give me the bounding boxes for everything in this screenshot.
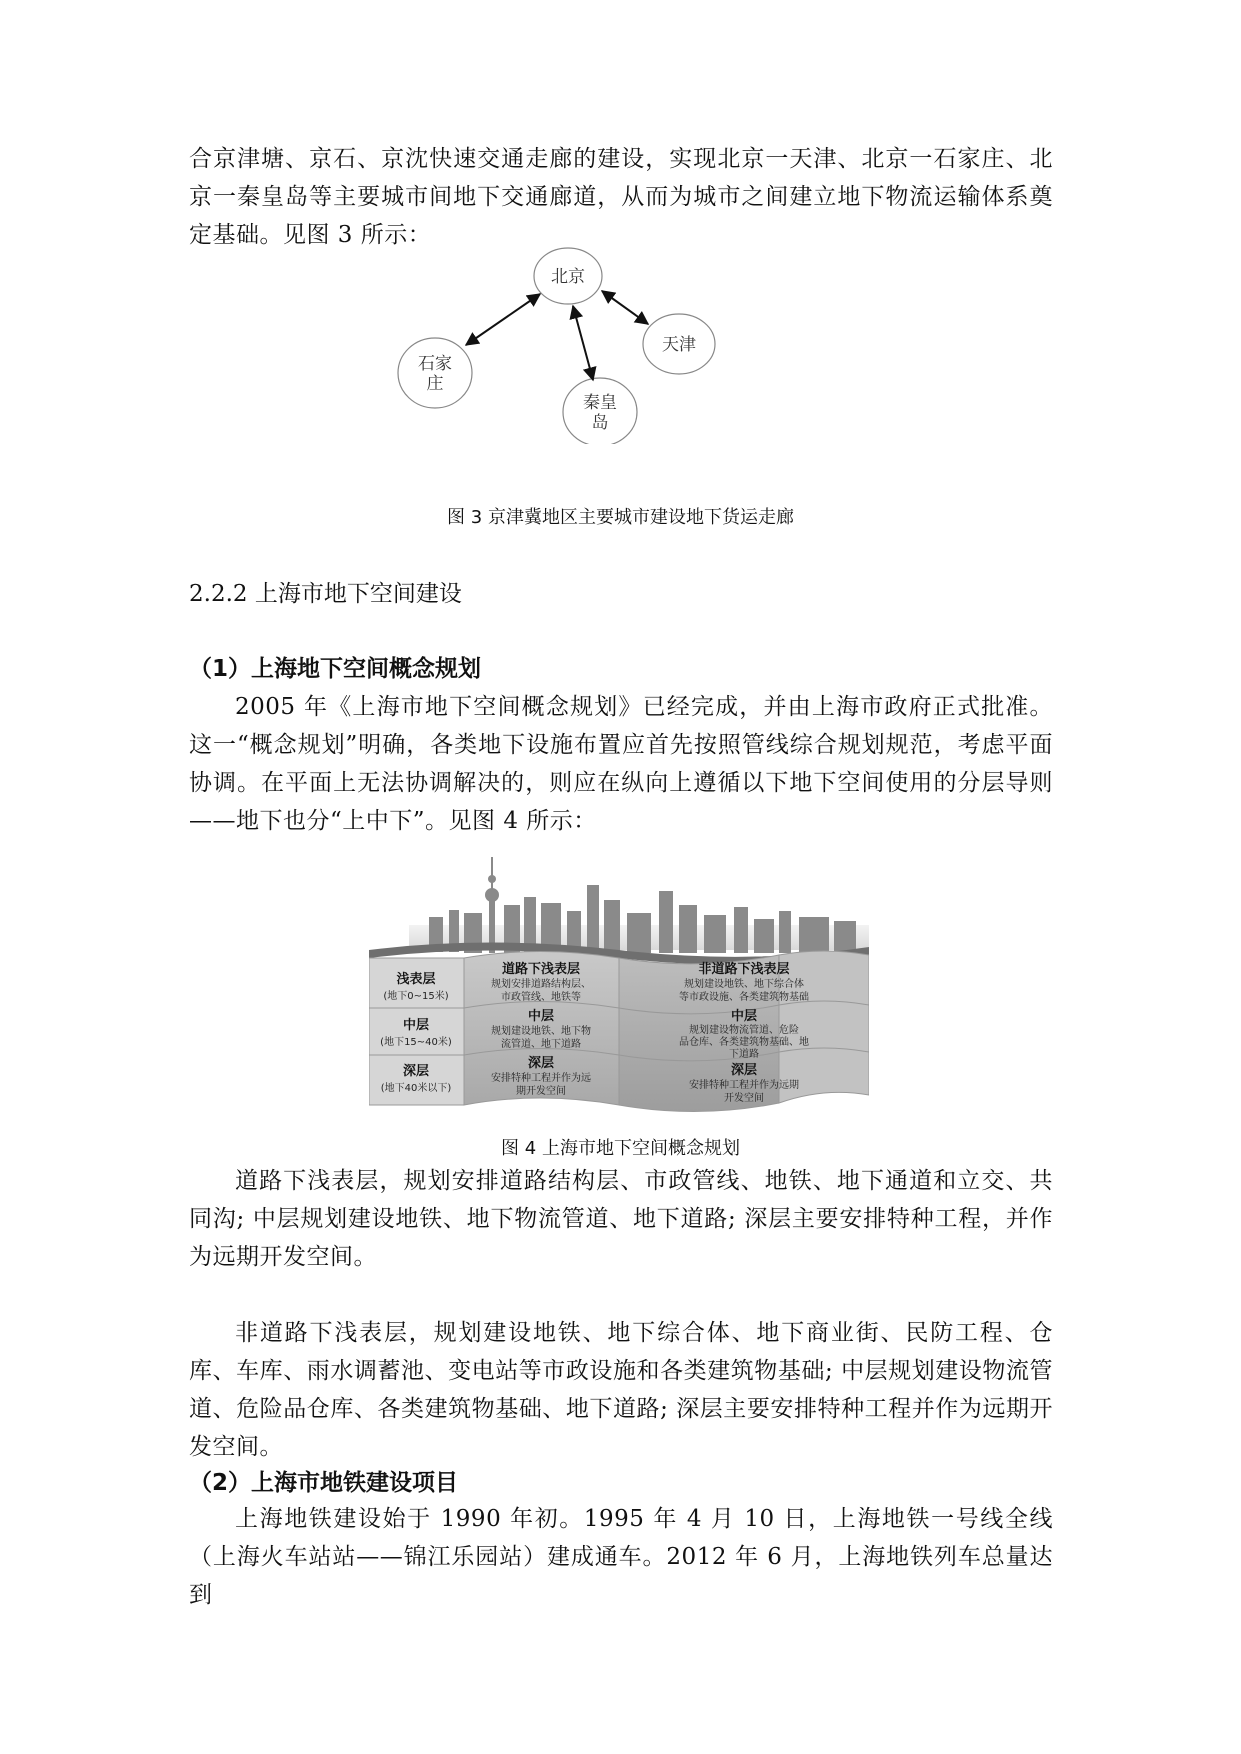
depth-middle-range: (地下15~40米) — [380, 1037, 452, 1048]
figure-3-caption: 图 3 京津冀地区主要城市建设地下货运走廊 — [447, 507, 794, 528]
figure-4-caption: 图 4 上海市地下空间概念规划 — [501, 1138, 740, 1159]
road-middle-desc-2: 流管道、地下道路 — [501, 1039, 581, 1050]
road-shallow-title: 道路下浅表层 — [501, 962, 581, 977]
paragraph-corridor: 合京津塘、京石、京沈快速交通走廊的建设，实现北京一天津、北京一石家庄、北京一秦皇岛等主要城市间地下交通廊道，从而为城市之间建立地下物流运输体系奠定基础。见图 3 所示： — [189, 146, 1053, 248]
edge-beijing-qinhuangdao — [573, 306, 593, 380]
nonroad-deep-desc-2: 开发空间 — [724, 1093, 764, 1104]
depth-shallow-label: 浅表层 — [396, 972, 436, 987]
nonroad-shallow-title: 非道路下浅表层 — [698, 962, 790, 977]
nonroad-shallow-desc-1: 规划建设地铁、地下综合体 — [684, 979, 804, 990]
road-deep-desc-1: 安排特种工程并作为远 — [491, 1073, 591, 1084]
nonroad-deep-desc-1: 安排特种工程并作为远期 — [689, 1080, 799, 1091]
node-beijing-label: 北京 — [551, 267, 585, 287]
node-qinhuangdao-label-2: 岛 — [591, 413, 609, 433]
depth-deep-range: (地下40米以下) — [380, 1083, 452, 1094]
nonroad-middle-desc-1: 规划建设物流管道、危险 — [689, 1025, 799, 1036]
section-heading-2-2-2: 2.2.2 上海市地下空间建设 — [189, 581, 462, 607]
road-middle-title: 中层 — [527, 1009, 555, 1024]
edge-beijing-tianjin — [602, 291, 648, 324]
nonroad-deep-title: 深层 — [730, 1063, 758, 1078]
road-shallow-desc-2: 市政管线、地铁等 — [501, 992, 581, 1003]
road-deep-desc-2: 期开发空间 — [516, 1086, 566, 1097]
paragraph-metro: 上海地铁建设始于 1990 年初。1995 年 4 月 10 日，上海地铁一号线全线（上海火车站站——锦江乐园站）建成通车。2012 年 6 月，上海地铁列车总量达到 — [189, 1506, 1053, 1608]
depth-deep-label: 深层 — [402, 1064, 430, 1079]
nonroad-middle-desc-2: 品仓库、各类建筑物基础、地 — [679, 1037, 809, 1048]
heading-metro-projects: （2）上海市地铁建设项目 — [189, 1470, 459, 1496]
paragraph-nonroad-layers: 非道路下浅表层，规划建设地铁、地下综合体、地下商业街、民防工程、仓库、车库、雨水调蓄池、变电站等市政设施和各类建筑物基础; 中层规划建设物流管道、危险品仓库、各类建筑物基础、地下道路; 深层主要安排特种工程并作为远期开发空间。 — [189, 1320, 1053, 1460]
nonroad-middle-title: 中层 — [730, 1009, 758, 1024]
node-shijiazhuang-label-2: 庄 — [426, 374, 444, 394]
figure-4-illustration — [369, 855, 869, 1115]
skyline — [409, 857, 869, 953]
edge-beijing-shijiazhuang — [466, 294, 540, 345]
road-deep-title: 深层 — [527, 1056, 555, 1071]
road-middle-desc-1: 规划建设地铁、地下物 — [491, 1026, 591, 1037]
nonroad-shallow-desc-2: 等市政设施、各类建筑物基础 — [679, 992, 809, 1003]
depth-middle-label: 中层 — [402, 1018, 430, 1033]
road-shallow-desc-1: 规划安排道路结构层、 — [491, 979, 591, 990]
node-shijiazhuang-label-1: 石家 — [418, 354, 452, 374]
paragraph-concept-plan: 2005 年《上海市地下空间概念规划》已经完成，并由上海市政府正式批准。这一“概念规划”明确，各类地下设施布置应首先按照管线综合规划规范，考虑平面协调。在平面上无法协调解决的，则应在纵向上遵循以下地下空间使用的分层导则——地下也分“上中下”。见图 4 所示： — [189, 694, 1053, 834]
figure-3-diagram — [380, 244, 740, 444]
node-tianjin-label: 天津 — [662, 335, 696, 355]
node-qinhuangdao-label-1: 秦皇 — [583, 393, 617, 413]
paragraph-road-layers: 道路下浅表层，规划安排道路结构层、市政管线、地铁、地下通道和立交、共同沟; 中层规划建设地铁、地下物流管道、地下道路; 深层主要安排特种工程，并作为远期开发空间。 — [189, 1168, 1053, 1270]
depth-shallow-range: (地下0~15米) — [383, 991, 449, 1002]
heading-underground-plan: （1）上海地下空间概念规划 — [189, 656, 482, 682]
nonroad-middle-desc-3: 下道路 — [729, 1049, 759, 1060]
